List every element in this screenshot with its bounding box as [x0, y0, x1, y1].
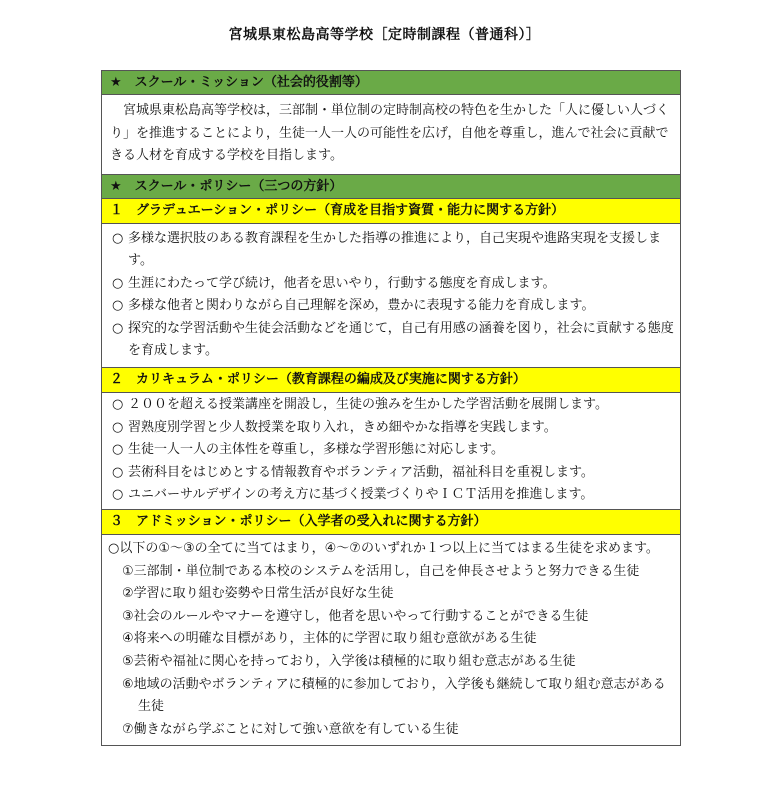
list-item: ○ 多様な他者と関わりながら自己理解を深め，豊かに表現する能力を育成します。	[108, 295, 674, 318]
bullet-icon: ○	[112, 298, 124, 314]
graduation-policy-header: １ グラデュエーション・ポリシー（育成を目指す資質・能力に関する方針）	[102, 199, 680, 224]
mission-header: ★ スクール・ミッション（社会的役割等）	[102, 71, 680, 95]
list-item: ○ 習熟度別学習と少人数授業を取り入れ，きめ細やかな指導を実践します。	[108, 417, 674, 440]
list-item: ○ 探究的な学習活動や生徒会活動などを通じて，自己有用感の涵養を図り，社会に貢献する態度を育成します。	[108, 318, 674, 363]
admission-policy-list	[102, 535, 680, 745]
bullet-icon: ○	[112, 487, 124, 503]
graduation-policy-list	[102, 224, 680, 369]
list-item: ①三部制・単位制である本校のシステムを活用し，自己を伸長させようと努力できる生徒	[122, 563, 640, 579]
bullet-icon: ○	[112, 275, 124, 291]
document-title: 宮城県東松島高等学校［定時制課程（普通科）］	[228, 27, 541, 43]
list-item: ○ 多様な選択肢のある教育課程を生かした指導の推進により，自己実現や進路実現を支援します。	[108, 228, 674, 273]
list-item: ○ ２００を超える授業講座を開設し，生徒の強みを生かした学習活動を展開します。	[108, 394, 674, 417]
bullet-icon: ○	[112, 442, 124, 458]
bullet-icon: ○	[112, 230, 124, 246]
bullet-icon: ○	[112, 320, 124, 336]
admission-policy-header: ３ アドミッション・ポリシー（入学者の受入れに関する方針）	[102, 510, 680, 535]
list-item: ②学習に取り組む姿勢や日常生活が良好な生徒	[122, 586, 394, 602]
bullet-icon: ○	[112, 419, 124, 435]
list-item: ○ ユニバーサルデザインの考え方に基づく授業づくりやＩＣＴ活用を推進します。	[108, 484, 674, 507]
list-item: ○ 生涯にわたって学び続け，他者を思いやり，行動する態度を育成します。	[108, 273, 674, 296]
list-item: ⑥地域の活動やボランティアに積極的に参加しており，入学後も継続して取り組む意志がある生徒	[122, 676, 666, 715]
list-item: ⑦働きながら学ぶことに対して強い意欲を有している生徒	[122, 721, 459, 737]
admission-intro: ○以下の①～③の全てに当てはまり，④～⑦のいずれか１つ以上に当てはまる生徒を求めます。	[108, 541, 659, 557]
mission-body: 宮城県東松島高等学校は，三部制・単位制の定時制高校の特色を生かした「人に優しい人づくり」を推進することにより，生徒一人一人の可能性を広げ，自他を尊重し，進んで社会に貢献できる人材を育成する学校を目指します。	[102, 95, 680, 175]
curriculum-policy-list	[102, 393, 680, 510]
list-item: ④将来への明確な目標があり，主体的に学習に取り組む意欲がある生徒	[122, 631, 537, 647]
list-item: ○ 芸術科目をはじめとする情報教育やボランティア活動，福祉科目を重視します。	[108, 462, 674, 485]
list-item: ⑤芸術や福祉に関心を持っており，入学後は積極的に取り組む意志がある生徒	[122, 653, 576, 669]
policy-header: ★ スクール・ポリシー（三つの方針）	[102, 175, 680, 199]
curriculum-policy-header: ２ カリキュラム・ポリシー（教育課程の編成及び実施に関する方針）	[102, 368, 680, 393]
list-item: ③社会のルールやマナーを遵守し，他者を思いやって行動することができる生徒	[122, 608, 589, 624]
bullet-icon: ○	[112, 464, 124, 480]
bullet-icon: ○	[112, 397, 124, 413]
list-item: ○ 生徒一人一人の主体性を尊重し，多様な学習形態に対応します。	[108, 439, 674, 462]
policy-table	[101, 70, 681, 746]
